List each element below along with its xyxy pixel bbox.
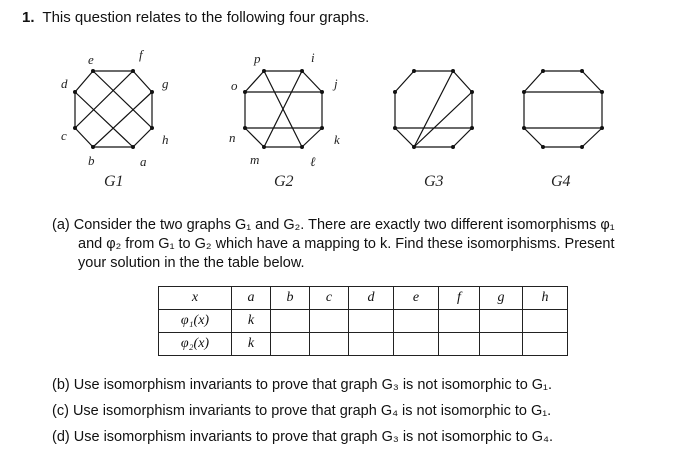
part-a-line2: and φ₂ from G₁ to G₂ which have a mapping to k. Find these isomorphisms. Present <box>78 236 615 252</box>
g3-name: G3 <box>424 173 444 190</box>
g1-label-d: d <box>61 76 68 91</box>
g2-label-l: ℓ <box>310 154 316 169</box>
table-cell[interactable] <box>394 310 439 333</box>
graph-g2-edges <box>245 71 322 147</box>
graph-g1-edges <box>75 71 152 147</box>
table-cell[interactable] <box>480 333 523 356</box>
part-a-line1: Consider the two graphs G₁ and G₂. There are exactly two different isomorphisms φ₁ <box>73 217 615 233</box>
graph-g3-edges <box>395 71 472 147</box>
table-cell[interactable] <box>349 333 394 356</box>
part-c-label: (c) <box>52 403 69 419</box>
graphs-figure <box>0 0 693 210</box>
g4-name: G4 <box>551 173 571 190</box>
g2-label-i: i <box>311 50 315 65</box>
header-cell: d <box>349 287 394 310</box>
g2-label-j: j <box>334 76 338 91</box>
g2-name: G2 <box>274 173 294 190</box>
table-cell[interactable] <box>349 310 394 333</box>
part-a-line3: your solution in the the table below. <box>78 255 305 271</box>
g2-label-p: p <box>254 51 261 66</box>
header-cell: a <box>232 287 271 310</box>
question-number: 1. <box>22 9 35 26</box>
part-d <box>52 428 553 447</box>
table-cell[interactable] <box>310 310 349 333</box>
part-b <box>52 376 552 395</box>
g2-label-o: o <box>231 78 238 93</box>
part-a-label: (a) <box>52 217 70 233</box>
part-d-label: (d) <box>52 429 70 445</box>
graph-g4-edges <box>524 71 602 147</box>
table-header-row <box>159 287 568 310</box>
table-cell[interactable] <box>523 333 568 356</box>
table-cell[interactable] <box>480 310 523 333</box>
header-cell: x <box>159 287 232 310</box>
g2-label-n: n <box>229 130 236 145</box>
g1-label-c: c <box>61 128 67 143</box>
table-cell: k <box>232 310 271 333</box>
g1-label-f: f <box>139 47 143 62</box>
header-cell: h <box>523 287 568 310</box>
row-label-cell: φ₂(x) <box>159 333 232 356</box>
table-cell: k <box>232 333 271 356</box>
header-cell: g <box>480 287 523 310</box>
table-cell[interactable] <box>439 310 480 333</box>
g2-label-k: k <box>334 132 340 147</box>
table-cell[interactable] <box>271 310 310 333</box>
g1-name: G1 <box>104 173 124 190</box>
part-d-text: Use isomorphism invariants to prove that graph G₃ is not isomorphic to G₄. <box>73 429 554 445</box>
g1-label-h: h <box>162 132 169 147</box>
row-label-cell: φ₁(x) <box>159 310 232 333</box>
g1-label-a: a <box>140 154 147 169</box>
table-cell[interactable] <box>394 333 439 356</box>
header-cell: f <box>439 287 480 310</box>
table-row-phi1 <box>159 310 568 333</box>
header-cell: e <box>394 287 439 310</box>
table-cell[interactable] <box>439 333 480 356</box>
table-row-phi2 <box>159 333 568 356</box>
g1-label-g: g <box>162 76 169 91</box>
table-cell[interactable] <box>310 333 349 356</box>
g2-label-m: m <box>250 152 260 167</box>
question-intro: This question relates to the following four graphs. <box>42 9 370 26</box>
part-b-label: (b) <box>52 377 70 393</box>
part-c <box>52 402 551 421</box>
part-b-text: Use isomorphism invariants to prove that graph G₃ is not isomorphic to G₁. <box>73 377 552 393</box>
part-a <box>52 216 652 273</box>
table-cell[interactable] <box>271 333 310 356</box>
header-cell: c <box>310 287 349 310</box>
part-c-text: Use isomorphism invariants to prove that graph G₄ is not isomorphic to G₁. <box>72 403 552 419</box>
g1-label-e: e <box>88 52 94 67</box>
g1-label-b: b <box>88 153 95 168</box>
header-cell: b <box>271 287 310 310</box>
table-cell[interactable] <box>523 310 568 333</box>
isomorphism-table <box>158 286 568 356</box>
